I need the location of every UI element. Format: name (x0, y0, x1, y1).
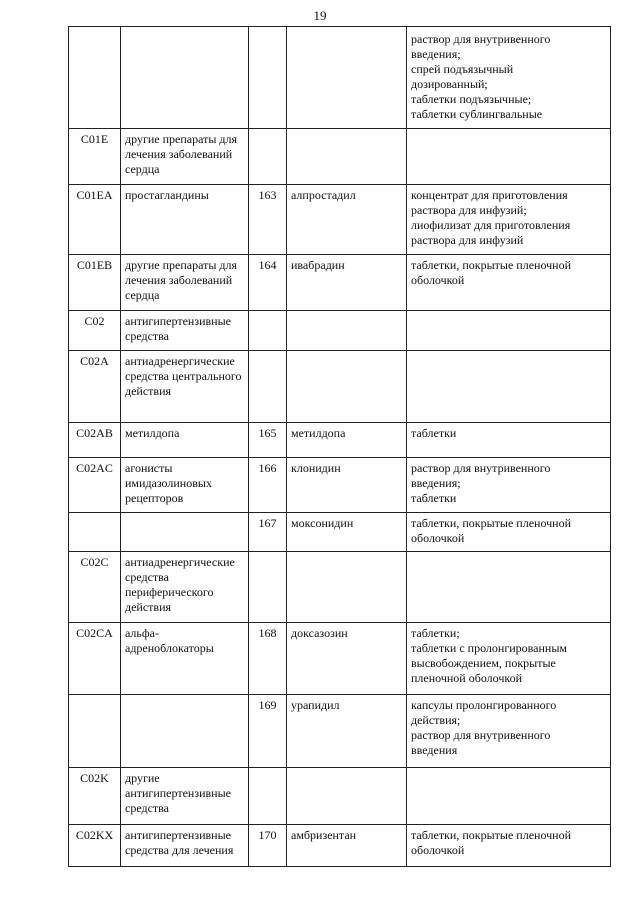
number-cell (249, 311, 287, 351)
table-row (69, 768, 611, 825)
drug-cell: доксазозин (287, 623, 407, 695)
drug-cell: ивабрадин (287, 255, 407, 311)
number-cell (249, 351, 287, 423)
drug-cell (287, 129, 407, 185)
table-row (69, 423, 611, 458)
dosage-form-cell (407, 311, 611, 351)
dosage-form-cell (407, 768, 611, 825)
atc-code-cell: C02K (69, 768, 121, 825)
atc-code-cell: C02AC (69, 458, 121, 513)
group-cell: простагландины (121, 185, 249, 255)
dosage-form-cell: раствор для внутривенного введения; таблетки (407, 458, 611, 513)
number-cell: 164 (249, 255, 287, 311)
dosage-form-cell: таблетки, покрытые пленочной оболочкой (407, 825, 611, 867)
group-cell: антиадренергические средства центрального действия (121, 351, 249, 423)
atc-code-cell: C01EA (69, 185, 121, 255)
drug-cell: алпростадил (287, 185, 407, 255)
drug-cell (287, 768, 407, 825)
atc-code-cell (69, 27, 121, 129)
atc-code-cell: C02 (69, 311, 121, 351)
group-cell: другие антигипертензивные средства (121, 768, 249, 825)
dosage-form-cell (407, 552, 611, 623)
group-cell: другие препараты для лечения заболеваний сердца (121, 255, 249, 311)
dosage-form-cell: капсулы пролонгированного действия; раствор для внутривенного введения (407, 695, 611, 768)
drug-cell: урапидил (287, 695, 407, 768)
group-cell: антигипертензивные средства для лечения (121, 825, 249, 867)
group-cell: агонисты имидазолиновых рецепторов (121, 458, 249, 513)
number-cell (249, 129, 287, 185)
drug-cell (287, 311, 407, 351)
group-cell (121, 27, 249, 129)
table-row (69, 27, 611, 129)
dosage-form-cell: таблетки; таблетки с пролонгированным высвобождением, покрытые пленочной оболочкой (407, 623, 611, 695)
dosage-form-cell: раствор для внутривенного введения; спрей подъязычный дозированный; таблетки подъязычные; таблетки сублингвальные (407, 27, 611, 129)
table-row (69, 695, 611, 768)
table-row (69, 129, 611, 185)
number-cell: 170 (249, 825, 287, 867)
table-row (69, 458, 611, 513)
table-row (69, 825, 611, 867)
table-row (69, 311, 611, 351)
group-cell (121, 513, 249, 552)
drug-cell: амбризентан (287, 825, 407, 867)
number-cell: 168 (249, 623, 287, 695)
table-row (69, 623, 611, 695)
number-cell (249, 768, 287, 825)
drug-table (68, 26, 611, 867)
number-cell (249, 552, 287, 623)
atc-code-cell: C02C (69, 552, 121, 623)
dosage-form-cell: концентрат для приготовления раствора для инфузий; лиофилизат для приготовления раствора для инфузий (407, 185, 611, 255)
drug-cell (287, 552, 407, 623)
table-row (69, 255, 611, 311)
atc-code-cell: C02CA (69, 623, 121, 695)
table-row (69, 513, 611, 552)
dosage-form-cell (407, 129, 611, 185)
atc-code-cell (69, 513, 121, 552)
table-row (69, 185, 611, 255)
table-row (69, 351, 611, 423)
atc-code-cell (69, 695, 121, 768)
dosage-form-cell: таблетки, покрытые пленочной оболочкой (407, 255, 611, 311)
drug-cell: метилдопа (287, 423, 407, 458)
atc-code-cell: C01EB (69, 255, 121, 311)
number-cell: 166 (249, 458, 287, 513)
number-cell (249, 27, 287, 129)
number-cell: 167 (249, 513, 287, 552)
number-cell: 169 (249, 695, 287, 768)
table-row (69, 552, 611, 623)
drug-cell (287, 351, 407, 423)
group-cell: другие препараты для лечения заболеваний сердца (121, 129, 249, 185)
group-cell: альфа-адреноблокаторы (121, 623, 249, 695)
dosage-form-cell: таблетки (407, 423, 611, 458)
atc-code-cell: C02A (69, 351, 121, 423)
group-cell (121, 695, 249, 768)
drug-cell: моксонидин (287, 513, 407, 552)
dosage-form-cell (407, 351, 611, 423)
dosage-form-cell: таблетки, покрытые пленочной оболочкой (407, 513, 611, 552)
group-cell: антигипертензивные средства (121, 311, 249, 351)
number-cell: 163 (249, 185, 287, 255)
group-cell: антиадренергические средства периферического действия (121, 552, 249, 623)
number-cell: 165 (249, 423, 287, 458)
group-cell: метилдопа (121, 423, 249, 458)
atc-code-cell: C02KX (69, 825, 121, 867)
drug-cell: клонидин (287, 458, 407, 513)
atc-code-cell: C01E (69, 129, 121, 185)
page-number: 19 (313, 8, 327, 23)
atc-code-cell: C02AB (69, 423, 121, 458)
drug-cell (287, 27, 407, 129)
